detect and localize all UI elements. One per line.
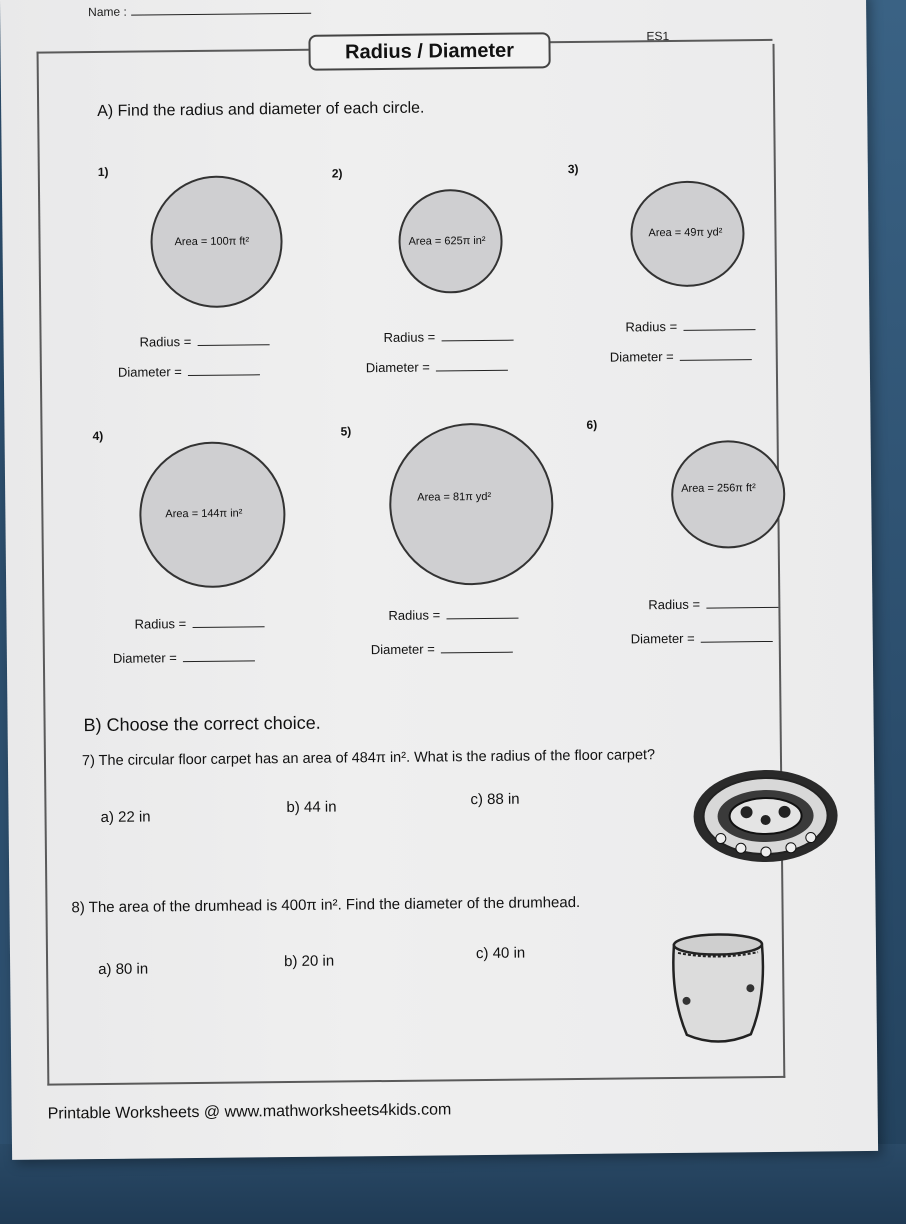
q7-choice-b: b) 44 in (286, 798, 337, 817)
area-label-6: Area = 256π ft² (681, 482, 756, 495)
area-label-5: Area = 81π yd² (417, 490, 492, 504)
diameter-answer-5: Diameter = (371, 641, 513, 657)
worksheet-code: ES1 (646, 28, 670, 44)
area-label-2: Area = 625π in² (408, 234, 486, 248)
question-7-text: 7) The circular floor carpet has an area of 484π in². What is the radius of the floor carpet? (81, 747, 656, 770)
name-blank (131, 13, 311, 16)
problem-number-5: 5) (340, 424, 352, 439)
circle-5 (388, 422, 554, 586)
problem-number-1: 1) (97, 164, 109, 179)
problem-number-6: 6) (586, 417, 598, 432)
diameter-answer-3: Diameter = (610, 348, 752, 364)
area-label-1: Area = 100π ft² (174, 235, 250, 249)
diameter-answer-4: Diameter = (113, 649, 255, 665)
radius-answer-1: Radius = (140, 333, 270, 349)
problem-number-4: 4) (92, 428, 104, 444)
section-a-heading: A) Find the radius and diameter of each circle. (97, 99, 425, 120)
drum-icon (666, 926, 771, 1049)
area-label-3: Area = 49π yd² (648, 226, 723, 240)
radius-answer-3: Radius = (625, 318, 755, 334)
problem-number-2: 2) (331, 166, 343, 181)
q8-choice-c: c) 40 in (475, 944, 526, 963)
section-b-heading: B) Choose the correct choice. (83, 712, 321, 736)
area-label-4: Area = 144π in² (165, 507, 243, 521)
diameter-answer-6: Diameter = (631, 630, 773, 646)
problem-number-3: 3) (567, 161, 579, 177)
page-title: Radius / Diameter (308, 32, 550, 71)
radius-answer-4: Radius = (134, 615, 264, 631)
footer-credit: Printable Worksheets @ www.mathworksheets4kids.com (47, 1101, 452, 1123)
radius-answer-2: Radius = (383, 329, 513, 345)
name-label: Name : (88, 4, 127, 20)
q7-choice-a: a) 22 in (100, 808, 151, 826)
name-field (88, 3, 311, 19)
carpet-icon (690, 765, 841, 867)
radius-answer-5: Radius = (388, 607, 518, 623)
radius-answer-6: Radius = (648, 596, 778, 612)
q8-choice-a: a) 80 in (98, 960, 149, 979)
diameter-answer-2: Diameter = (366, 359, 508, 375)
diameter-answer-1: Diameter = (118, 363, 260, 379)
question-8-text: 8) The area of the drumhead is 400π in². Find the diameter of the drumhead. (71, 893, 581, 917)
q8-choice-b: b) 20 in (283, 952, 335, 971)
q7-choice-c: c) 88 in (470, 790, 520, 809)
